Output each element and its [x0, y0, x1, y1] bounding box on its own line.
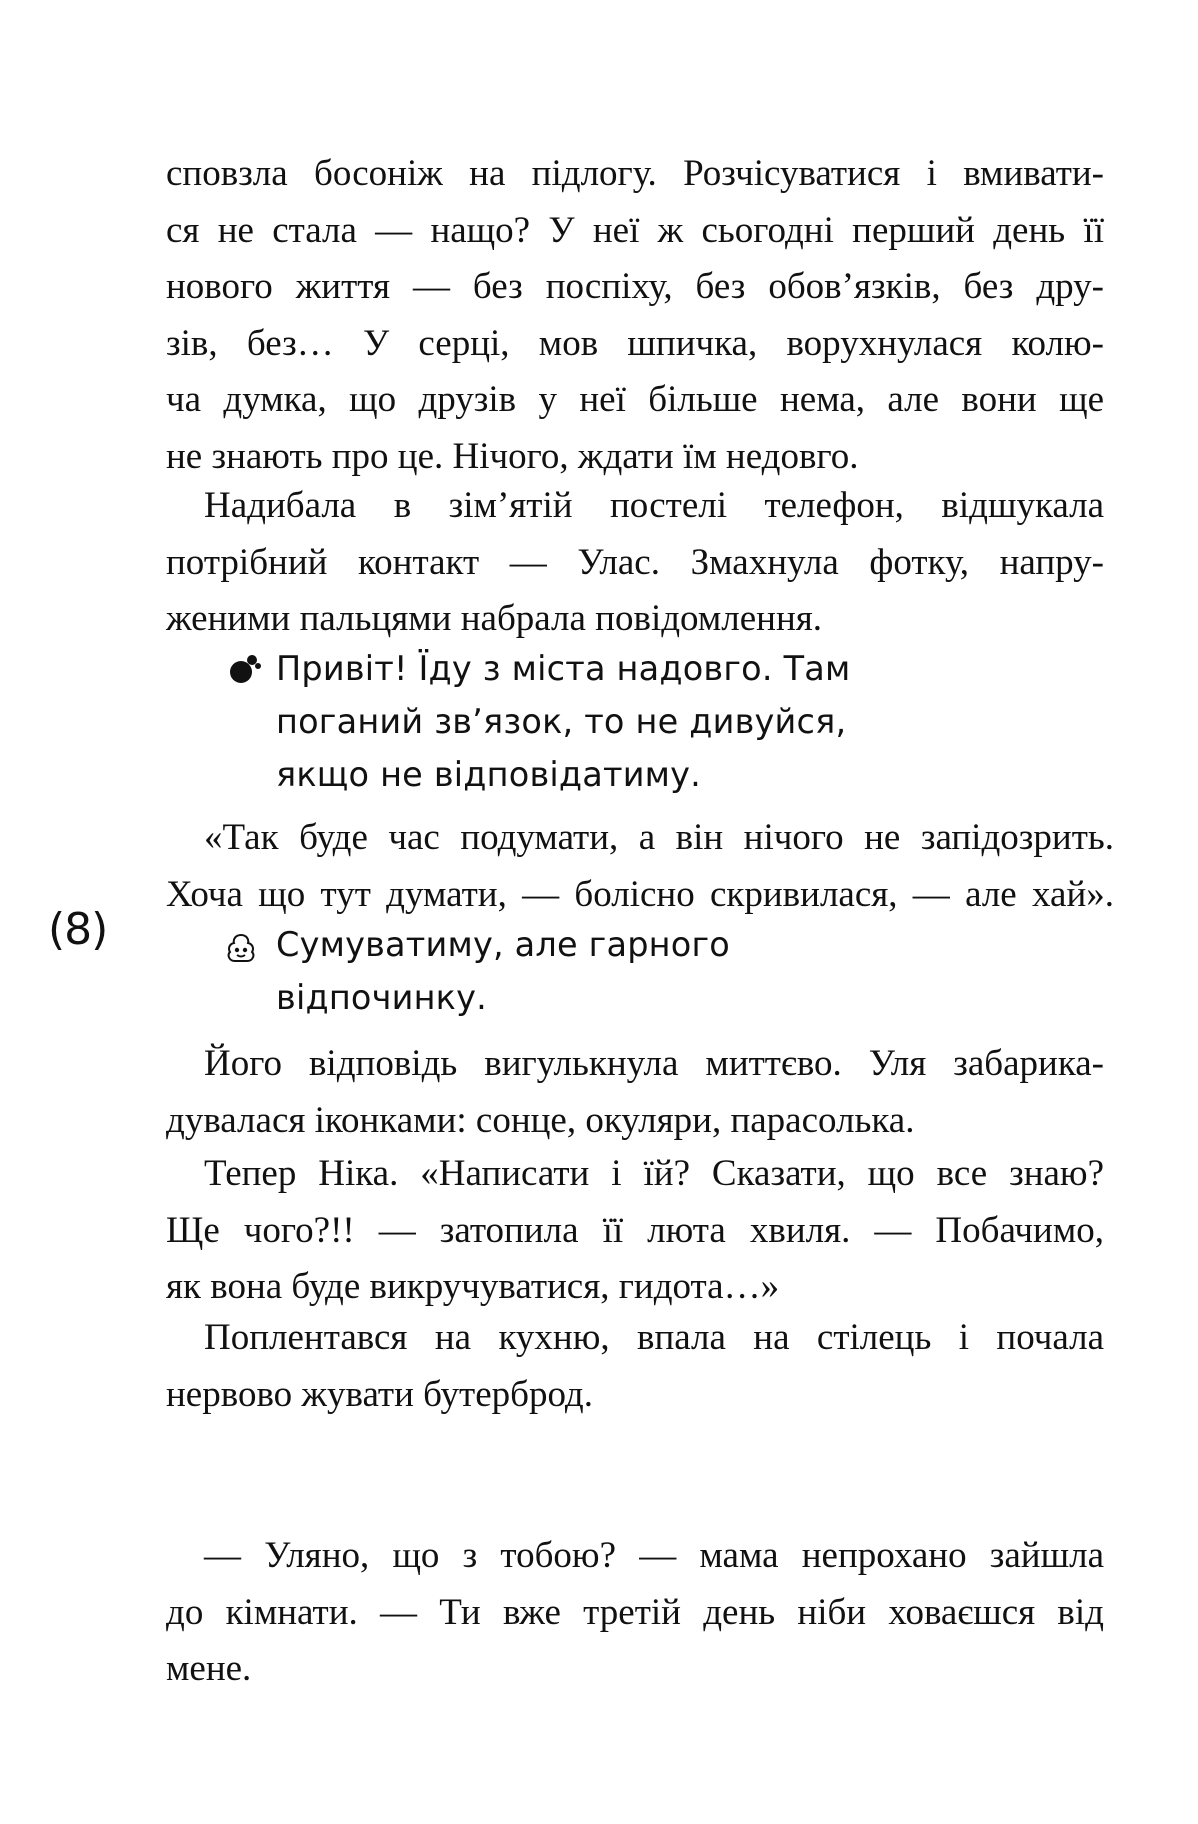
- paragraph-7: [166, 1528, 1104, 1698]
- message-line: якщо не відповідатиму.: [276, 755, 702, 794]
- message-2: [276, 918, 976, 1024]
- message-line: відпочинку.: [276, 978, 487, 1017]
- text-line: Його відповідь вигулькнула миттєво. Уля забарика-: [204, 1043, 1104, 1084]
- text-line: нового життя — без поспіху, без обов’язків, без дру-: [166, 266, 1104, 307]
- message-1: [276, 642, 976, 801]
- paragraph-2: [166, 478, 1104, 648]
- text-line: «Так буде час подумати, а він нічого не запідозрить.: [204, 817, 1114, 858]
- text-line: ся не стала — нащо? У неї ж сьогодні перший день її: [166, 209, 1104, 251]
- text-line: Хоча що тут думати, — болісно скривилася, — але хай».: [166, 873, 1114, 915]
- message-line: Сумуватиму, але гарного: [276, 925, 730, 964]
- text-line: Поплентався на кухню, впала на стілець і почала: [204, 1317, 1104, 1358]
- text-line: Надибала в зім’ятій постелі телефон, відшукала: [204, 485, 1104, 526]
- paragraph-5: [166, 1146, 1104, 1316]
- text-line: Ще чого?!! — затопила її люта хвиля. — Побачимо,: [166, 1209, 1104, 1251]
- text-line: зів, без… У серці, мов шпичка, ворухнулася колю-: [166, 322, 1104, 364]
- paragraph-6: [166, 1310, 1104, 1423]
- message-line: Привіт! Їду з міста надовго. Там: [276, 649, 851, 688]
- text-line: нервово жувати бутерброд.: [166, 1373, 593, 1415]
- text-line: ча думка, що друзів у неї більше нема, але вони ще: [166, 379, 1104, 420]
- paragraph-3: [166, 810, 1114, 923]
- paragraph-1: [166, 146, 1104, 485]
- text-line: мене.: [166, 1648, 252, 1689]
- text-line: сповзла босоніж на підлогу. Розчісуватися і вмивати-: [166, 153, 1104, 194]
- emoji-face-icon: [225, 932, 257, 964]
- text-line: до кімнати. — Ти вже третій день ніби ховаєшся від: [166, 1591, 1104, 1633]
- text-line: — Уляно, що з тобою? — мама непрохано зайшла: [204, 1535, 1104, 1576]
- text-line: як вона буде викручуватися, гидота…»: [166, 1266, 780, 1307]
- paragraph-4: [166, 1036, 1104, 1149]
- mouse-ears-icon: [227, 654, 261, 684]
- text-line: потрібний контакт — Улас. Змахнула фотку, напру-: [166, 541, 1104, 583]
- page-number: (8): [48, 904, 108, 955]
- text-line: не знають про це. Нічого, ждати їм недовго.: [166, 435, 859, 477]
- text-line: дувалася іконками: сонце, окуляри, парасолька.: [166, 1099, 915, 1141]
- text-line: Тепер Ніка. «Написати і їй? Сказати, що все знаю?: [204, 1153, 1104, 1194]
- text-line: женими пальцями набрала повідомлення.: [166, 598, 823, 639]
- message-line: поганий зв’язок, то не дивуйся,: [276, 702, 847, 741]
